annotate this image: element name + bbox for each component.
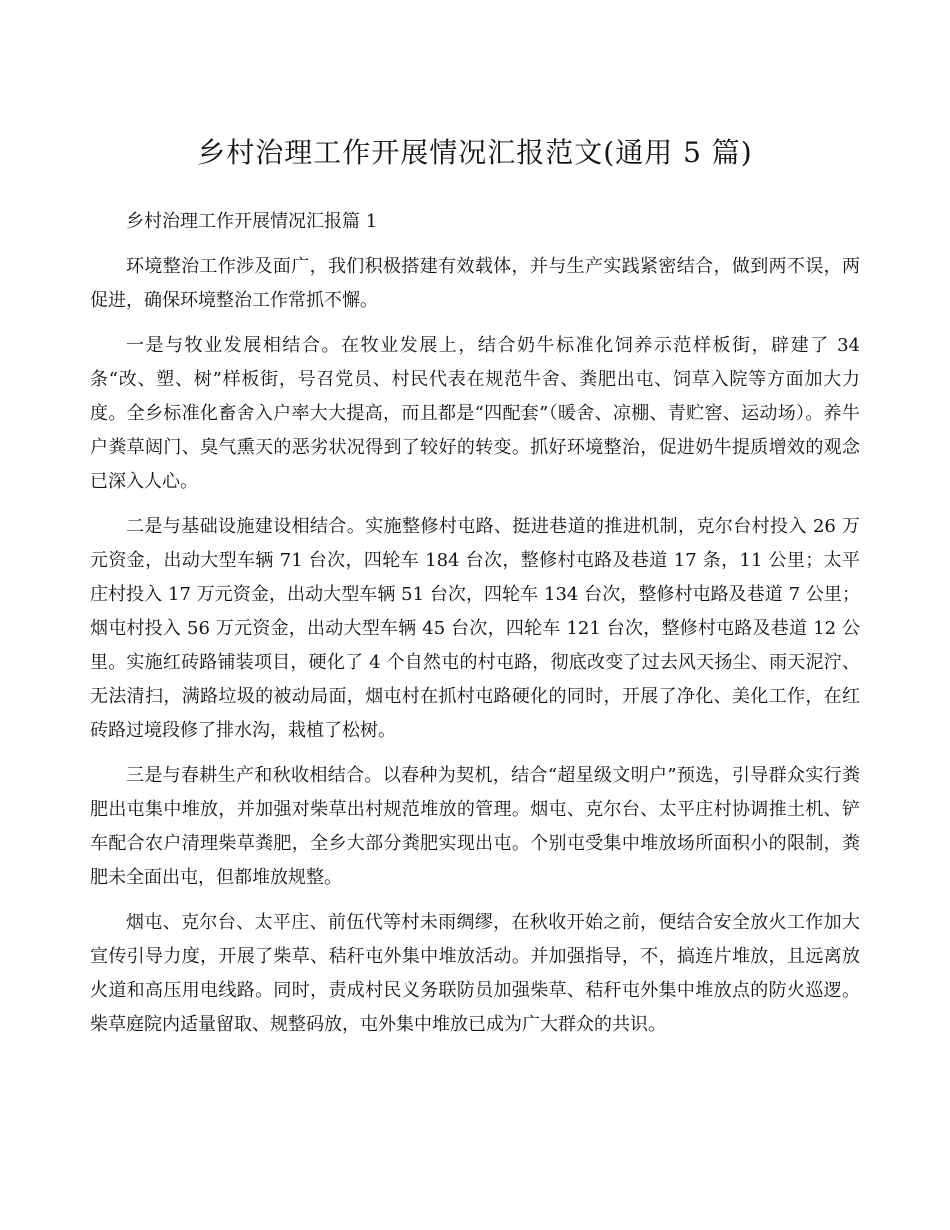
paragraph-fire-prevention: 烟屯、克尔台、太平庄、前伍代等村未雨绸缪，在秋收开始之前，便结合安全放火工作加大宣传引导力度，开展了柴草、秸秆屯外集中堆放活动。并加强指导，不，搞连片堆放，且远离放火道和高压用电线路。同时，责成村民义务联防员加强柴草、秸秆屯外集中堆放点的防火巡逻。柴草庭院内适量留取、规整码放，屯外集中堆放已成为广大群众的共识。 xyxy=(90,912,860,1035)
paragraph-spring-autumn: 三是与春耕生产和秋收相结合。以春种为契机，结合“超星级文明户”预选，引导群众实行粪肥出屯集中堆放，并加强对柴草出村规范堆放的管理。烟屯、克尔台、太平庄村协调推土机、铲车配合农户清理柴草粪肥，全乡大部分粪肥实现出屯。个别屯受集中堆放场所面积小的限制，粪肥未全面出屯，但都堆放规整。 xyxy=(90,765,860,888)
section-heading: 乡村治理工作开展情况汇报篇 1 xyxy=(126,211,378,232)
paragraph-intro: 环境整治工作涉及面广，我们积极搭建有效载体，并与生产实践紧密结合，做到两不误，两促进，确保环境整治工作常抓不懈。 xyxy=(90,256,860,311)
paragraph-livestock: 一是与牧业发展相结合。在牧业发展上，结合奶牛标准化饲养示范样板街，辟建了 34 条“改、塑、树”样板街，号召党员、村民代表在规范牛舍、粪肥出屯、饲草入院等方面加大力度。全乡标准化畜舍入户率大大提高，而且都是“四配套”（暖舍、凉棚、青贮窖、运动场）。养牛户粪草闼门、臭气熏天的恶劣状况得到了较好的转变。抓好环境整治，促进奶牛提质增效的观念已深入人心。 xyxy=(90,335,860,492)
document-title: 乡村治理工作开展情况汇报范文(通用 5 篇) xyxy=(197,136,753,169)
paragraph-infrastructure: 二是与基础设施建设相结合。实施整修村屯路、挺进巷道的推进机制，克尔台村投入 26 万元资金，出动大型车辆 71 台次，四轮车 184 台次，整修村屯路及巷道 17 条，11 公里；太平庄村投入 17 万元资金，出动大型车辆 51 台次，四轮车 134 台次，整修村屯路及巷道 7 公里；烟屯村投入 56 万元资金，出动大型车辆 45 台次，四轮车 121 台次，整修村屯路及巷道 12 公里。实施红砖路铺装项目，硬化了 4 个自然屯的村屯路，彻底改变了过去风天扬尘、雨天泥泞、无法清扫，满路垃圾的被动局面，烟屯村在抓村屯路硬化的同时，开展了净化、美化工作，在红砖路过境段修了排水沟，栽植了松树。 xyxy=(90,516,860,741)
document-body xyxy=(90,205,860,1053)
